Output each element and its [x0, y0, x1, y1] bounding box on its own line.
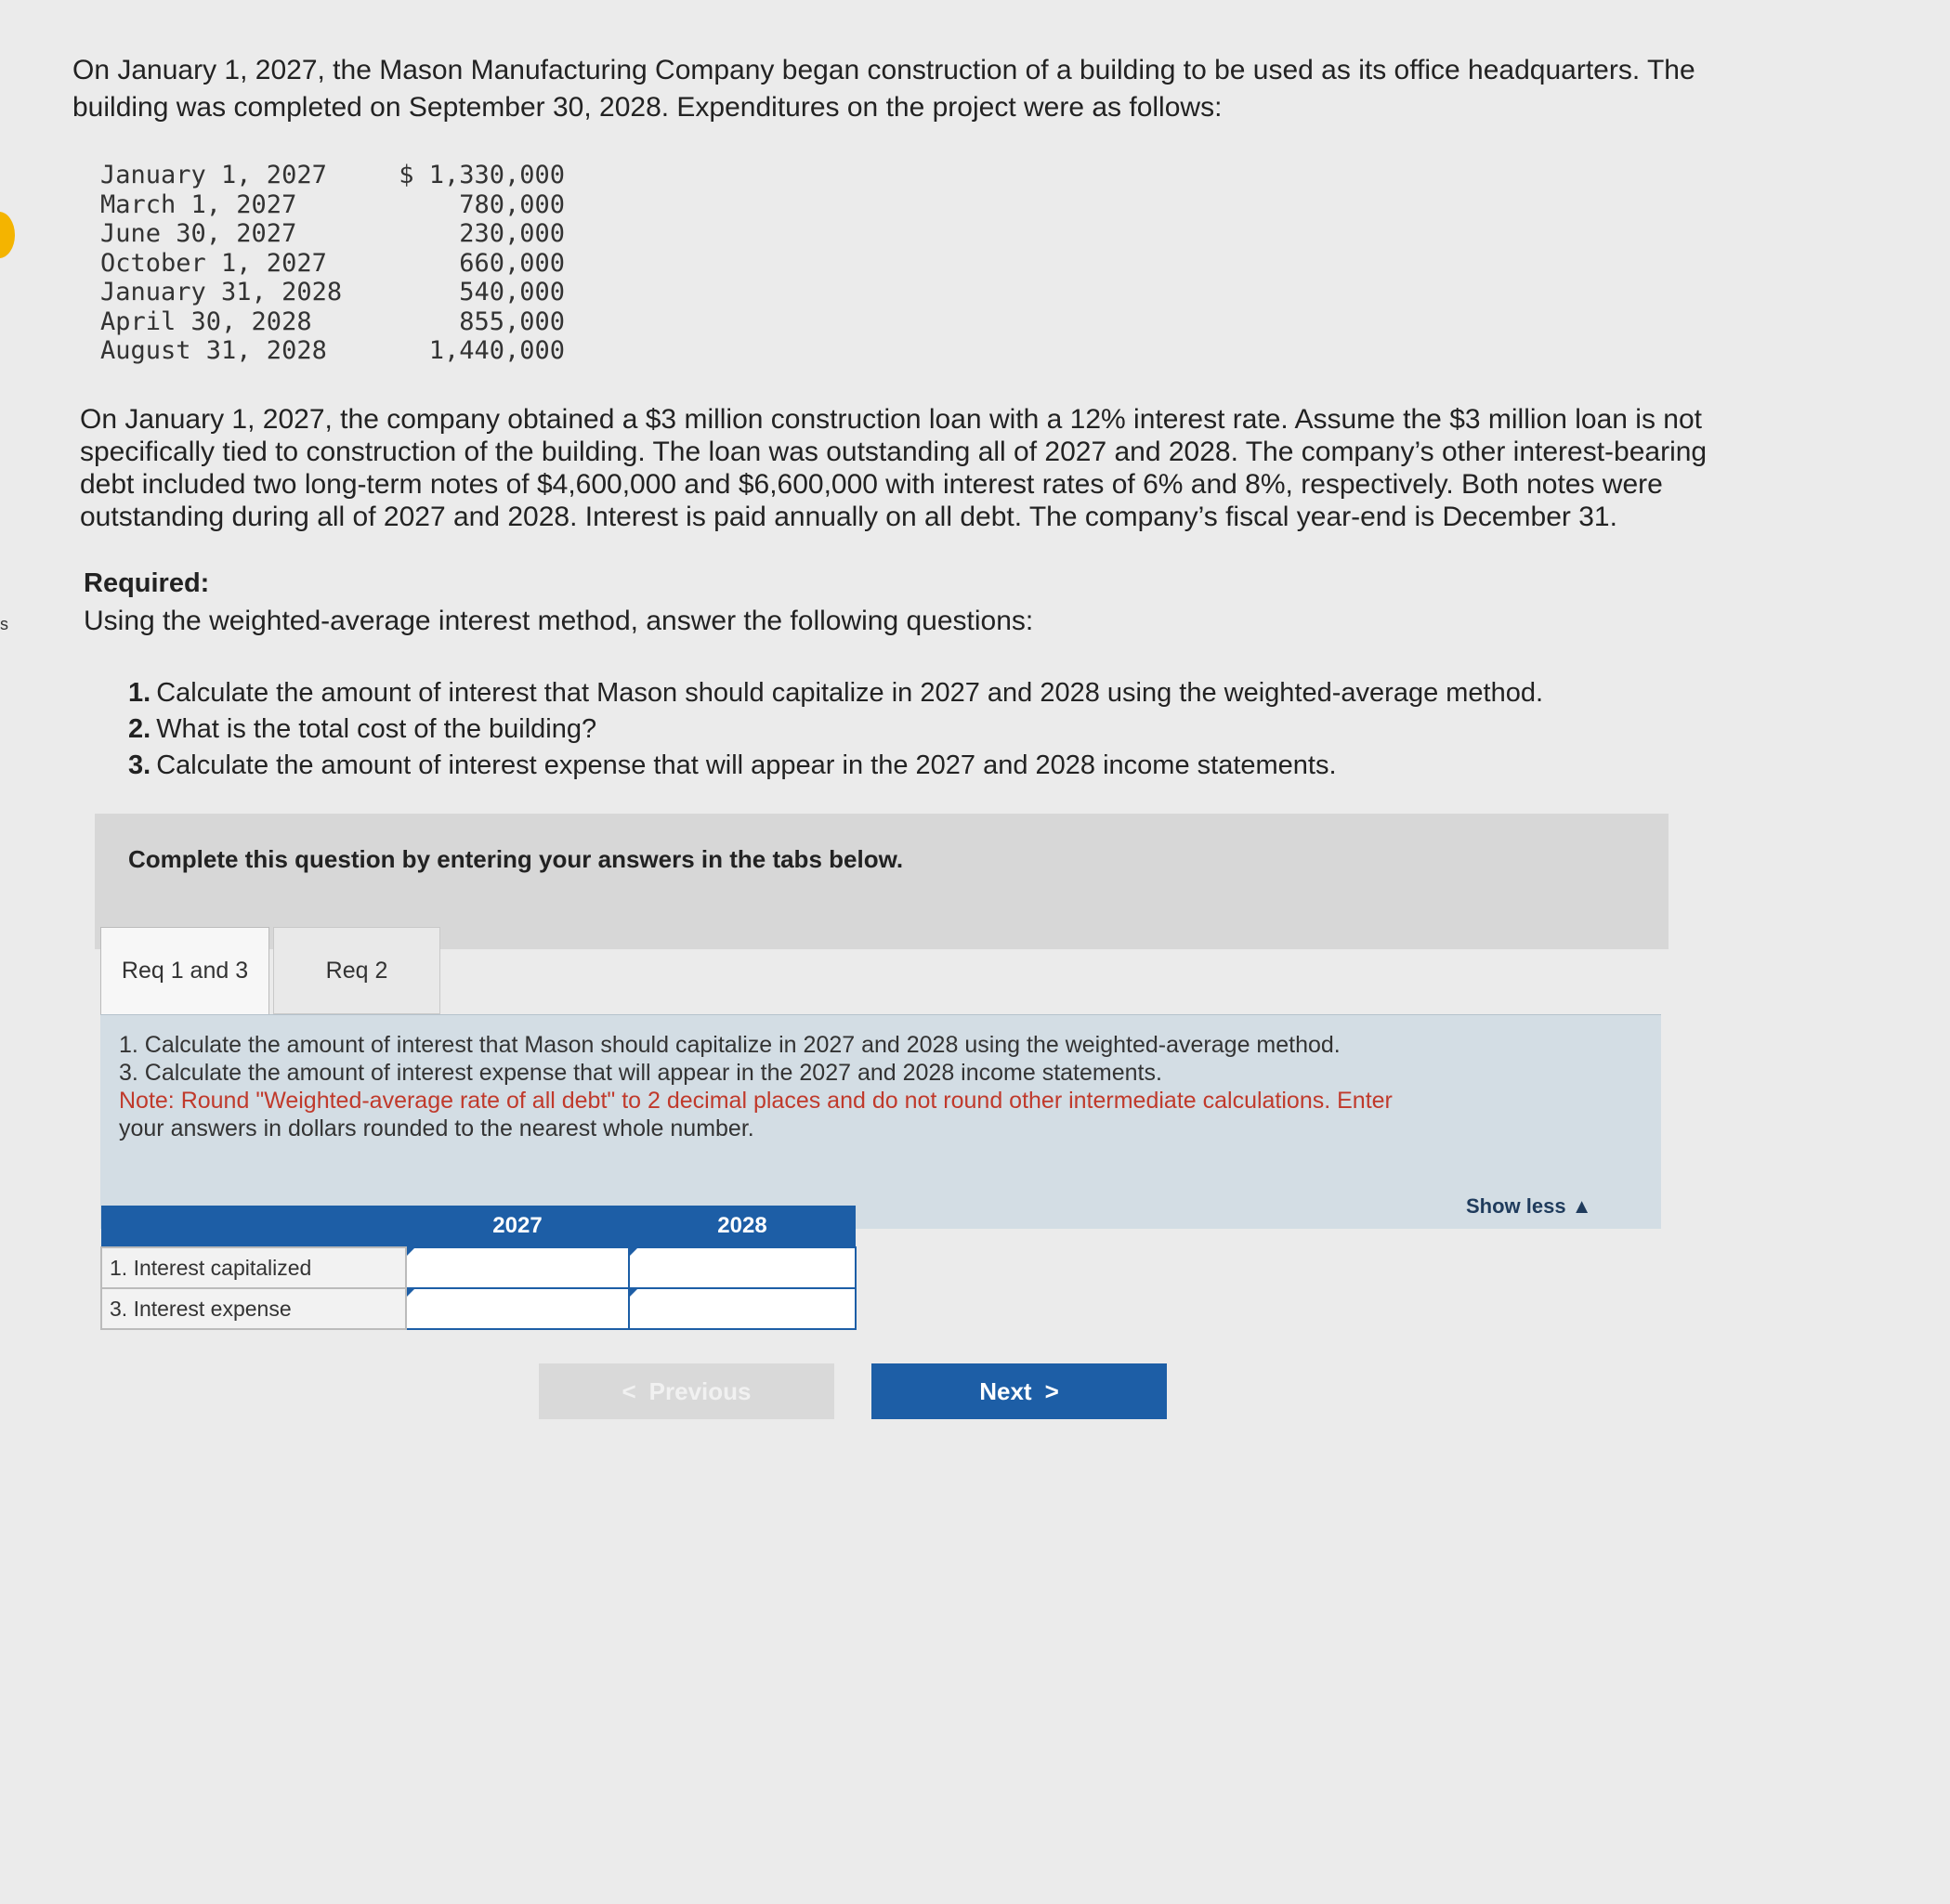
input-cell [406, 1288, 629, 1329]
expenditure-row [100, 307, 565, 337]
input-cell [406, 1247, 629, 1288]
expenditure-date: October 1, 2027 [100, 248, 327, 278]
question-text: Calculate the amount of interest expense that will appear in the 2027 and 2028 income statements. [156, 750, 1337, 780]
question-number: 3. [128, 750, 151, 780]
tab-req-1-and-3[interactable] [100, 927, 269, 1014]
chevron-right-icon: > [1044, 1376, 1059, 1405]
problem-intro [72, 52, 1856, 126]
panel-instructions [119, 1031, 1642, 1142]
row-label: 1. Interest capitalized [101, 1247, 406, 1288]
expenditure-date: August 31, 2028 [100, 336, 327, 365]
expenditure-amount: 660,000 [459, 248, 565, 278]
expenditure-row [100, 190, 565, 220]
question-item [128, 748, 1543, 784]
column-header [101, 1206, 406, 1247]
expenditure-row [100, 161, 565, 190]
required-heading: Required: [84, 568, 210, 598]
tab-label: Req 2 [325, 957, 388, 984]
rounding-note-continued: your answers in dollars rounded to the nearest whole number. [119, 1115, 754, 1141]
row-label: 3. Interest expense [101, 1288, 406, 1329]
question-number: 2. [128, 714, 151, 744]
questions-list [128, 675, 1543, 784]
interest-capitalized-2028-input[interactable] [630, 1249, 855, 1286]
answer-table-header [101, 1206, 856, 1247]
intro-line: building was completed on September 30, 2028. Expenditures on the project were as follows: [72, 92, 1223, 123]
answer-table [100, 1206, 857, 1330]
expenditure-amount: 230,000 [459, 219, 565, 248]
required-text: Using the weighted-average interest method, answer the following questions: [84, 606, 1034, 636]
table-row [101, 1247, 856, 1288]
next-button[interactable] [871, 1363, 1167, 1419]
expenditure-row [100, 249, 565, 279]
instruction-text: Complete this question by entering your answers in the tabs below. [128, 845, 904, 873]
question-item [128, 675, 1543, 711]
expenditures-table [100, 161, 565, 366]
expenditure-amount: 540,000 [459, 278, 565, 306]
loan-line: debt included two long-term notes of $4,600,000 and $6,600,000 with interest rates of 6% and 8%, respectively. Both notes were [80, 469, 1663, 500]
question-text: What is the total cost of the building? [156, 714, 597, 744]
column-header-2027: 2027 [406, 1206, 629, 1247]
expenditure-amount: $ 1,330,000 [399, 161, 565, 189]
panel-line: 3. Calculate the amount of interest expense that will appear in the 2027 and 2028 income statements. [119, 1060, 1162, 1086]
panel-line: 1. Calculate the amount of interest that Mason should capitalize in 2027 and 2028 using the weighted-average method. [119, 1032, 1341, 1058]
previous-button[interactable] [539, 1363, 834, 1419]
expenditure-date: March 1, 2027 [100, 189, 297, 219]
question-item [128, 711, 1543, 748]
show-less-link[interactable] [1466, 1194, 1592, 1219]
loan-line: outstanding during all of 2027 and 2028. Interest is paid annually on all debt. The company’s fiscal year-end is December 31. [80, 502, 1617, 532]
tab-req-2[interactable] [273, 927, 440, 1014]
expenditure-row [100, 336, 565, 366]
question-number: 1. [128, 678, 151, 708]
caret-up-icon: ▲ [1571, 1194, 1592, 1218]
expenditure-amount: 855,000 [459, 306, 565, 336]
expenditure-amount: 780,000 [459, 189, 565, 219]
previous-label: Previous [648, 1376, 752, 1405]
interest-expense-2028-input[interactable] [630, 1290, 855, 1327]
loan-line: On January 1, 2027, the company obtained a $3 million construction loan with a 12% interest rate. Assume the $3 million loan is not [80, 404, 1703, 435]
column-header-2028: 2028 [629, 1206, 856, 1247]
sidebar-edge-letter: s [0, 615, 8, 633]
table-row [101, 1288, 856, 1329]
input-cell [629, 1247, 856, 1288]
chevron-left-icon: < [622, 1376, 636, 1405]
expenditure-date: January 31, 2028 [100, 278, 343, 306]
expenditure-amount: 1,440,000 [428, 336, 565, 365]
intro-line: On January 1, 2027, the Mason Manufacturing Company began construction of a building to be used as its office headquarters. The [72, 55, 1695, 85]
interest-expense-2027-input[interactable] [407, 1290, 628, 1327]
tab-label: Req 1 and 3 [121, 958, 249, 984]
input-cell [629, 1288, 856, 1329]
interest-capitalized-2027-input[interactable] [407, 1249, 628, 1286]
expenditure-row [100, 219, 565, 249]
show-less-label: Show less [1466, 1194, 1566, 1218]
expenditure-date: January 1, 2027 [100, 161, 327, 189]
edge-indicator [0, 212, 15, 258]
next-label: Next [979, 1376, 1032, 1405]
rounding-note: Note: Round "Weighted-average rate of all debt" to 2 decimal places and do not round other intermediate calculations. Enter [119, 1088, 1393, 1114]
loan-line: specifically tied to construction of the building. The loan was outstanding all of 2027 and 2028. The company’s other interest-bearing [80, 437, 1708, 467]
expenditure-date: April 30, 2028 [100, 306, 312, 336]
expenditure-row [100, 278, 565, 307]
expenditure-date: June 30, 2027 [100, 219, 297, 248]
question-text: Calculate the amount of interest that Mason should capitalize in 2027 and 2028 using the weighted-average method. [156, 678, 1544, 708]
loan-paragraph [80, 403, 1845, 533]
